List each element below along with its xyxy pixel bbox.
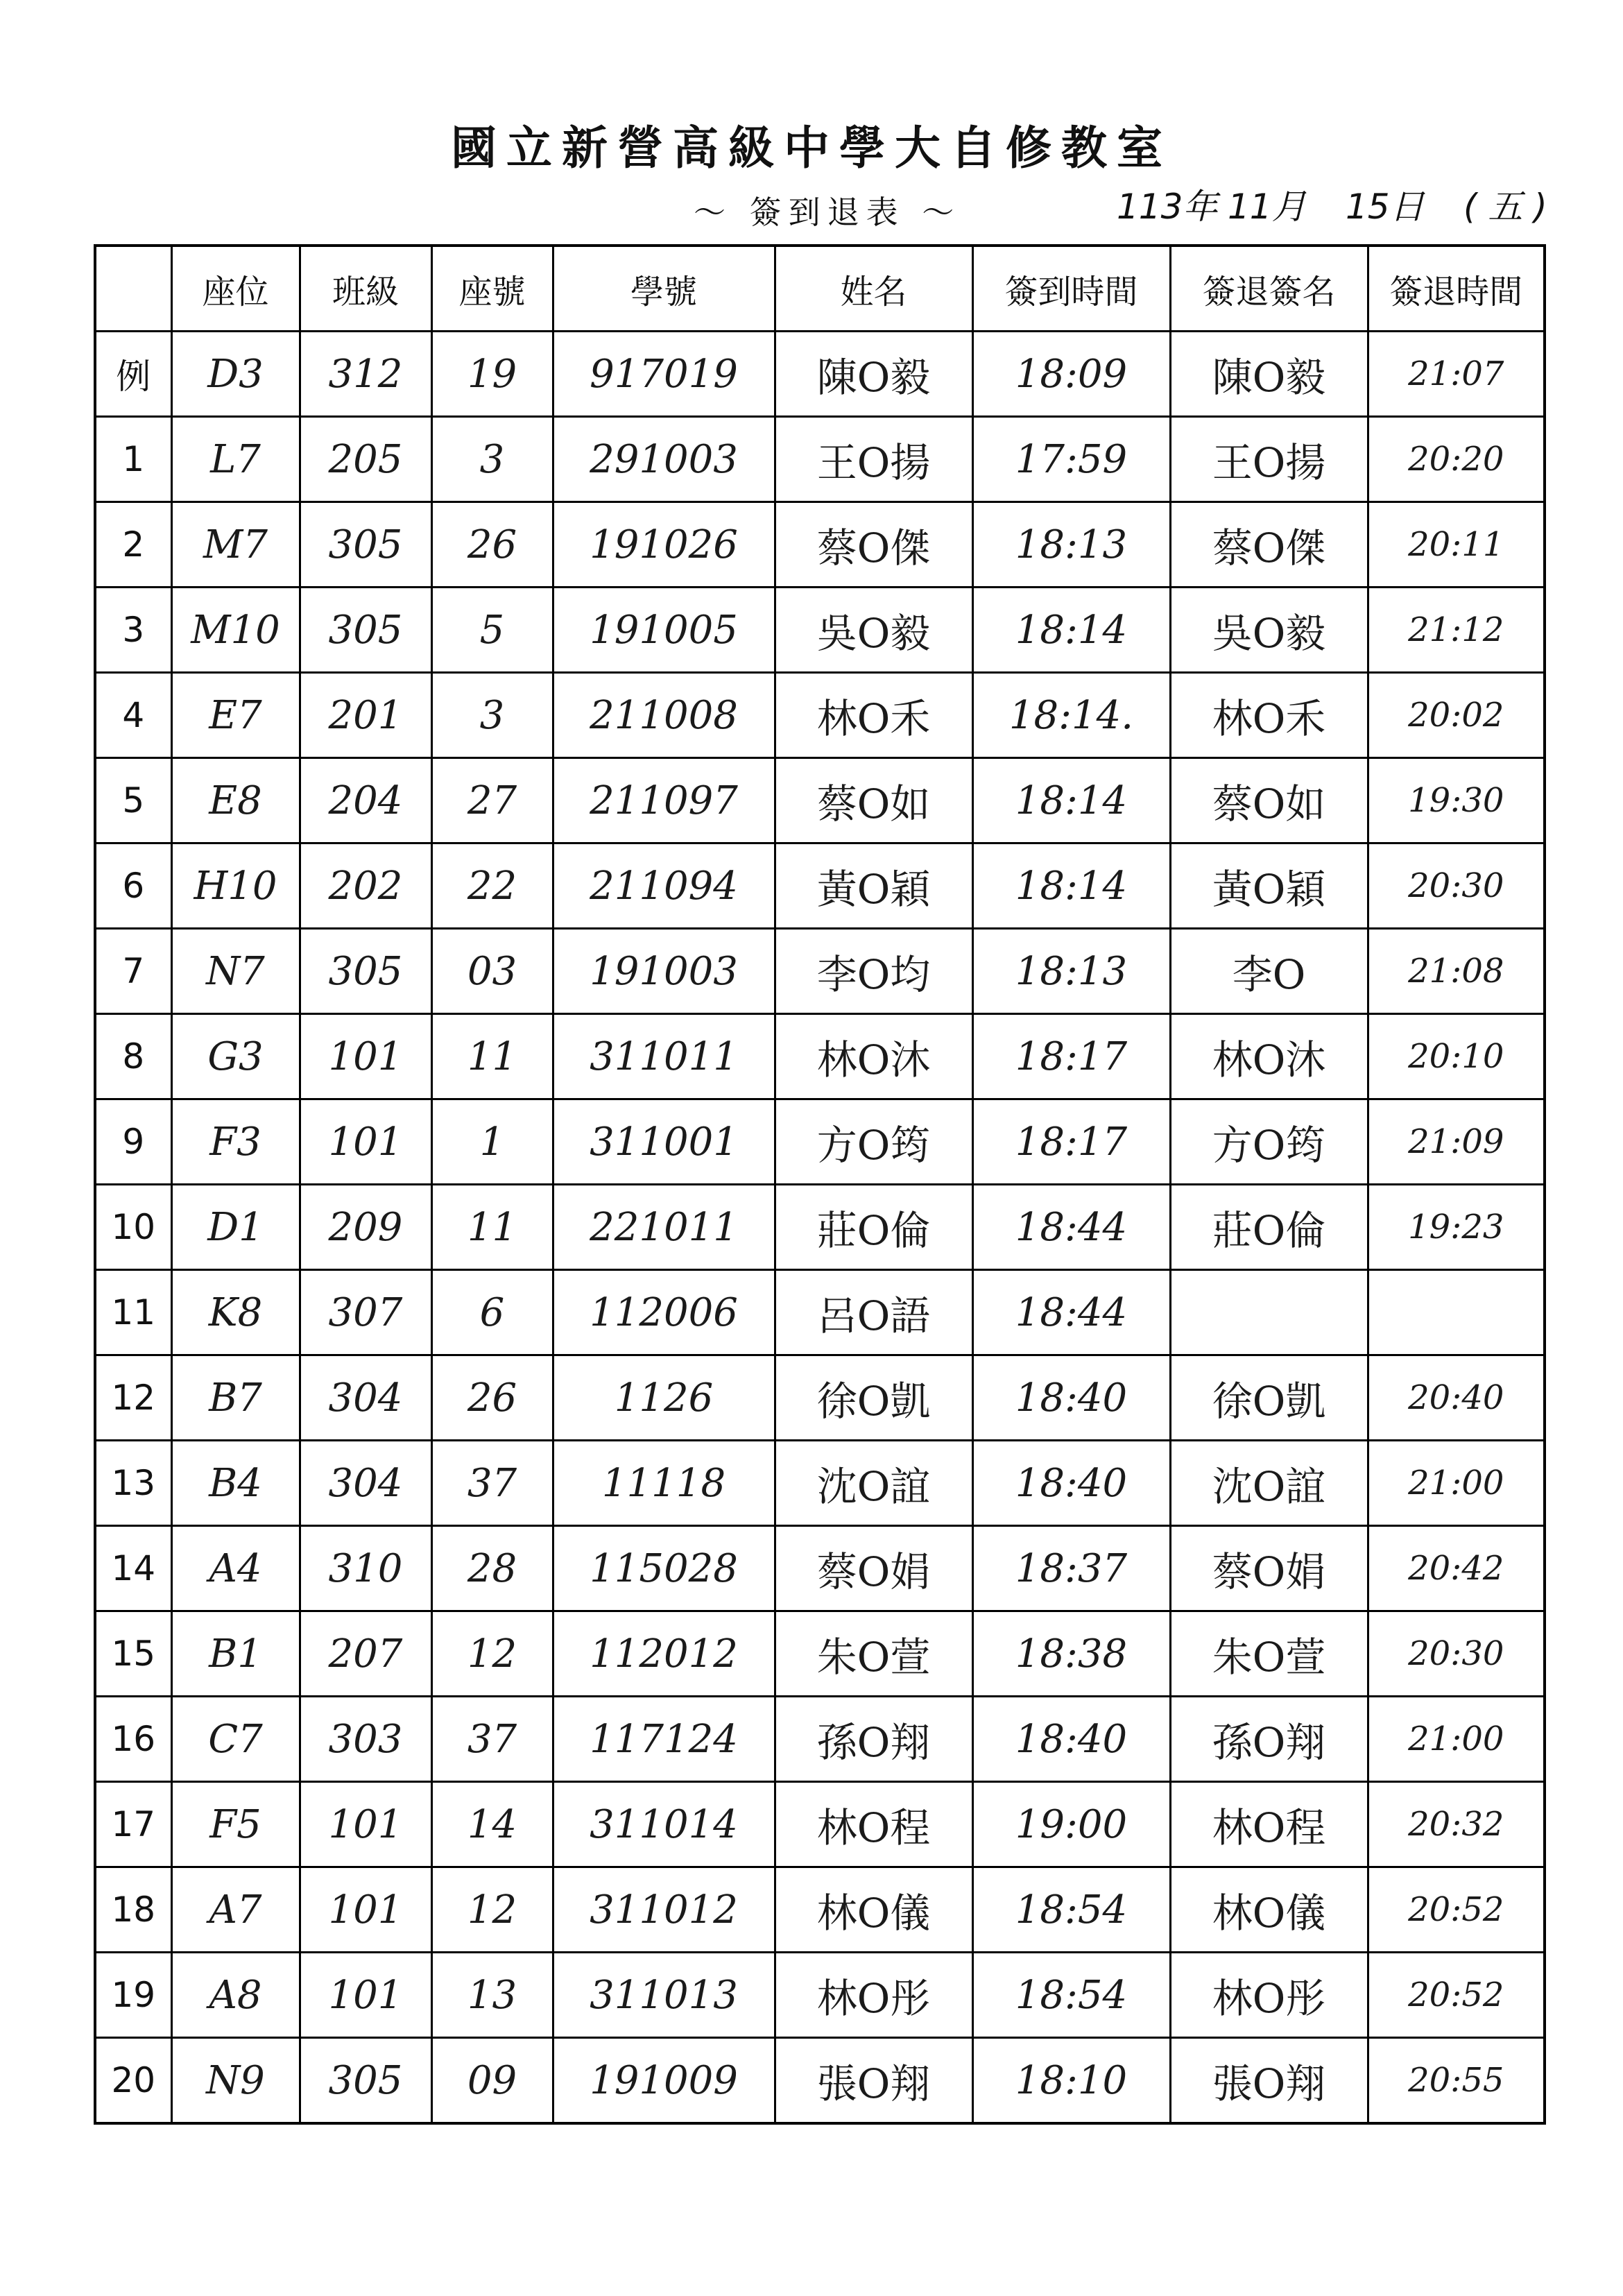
cell-seat-number: 14 — [431, 1782, 553, 1867]
cell-sign-in-time: 18:14. — [972, 673, 1170, 758]
cell-sign-in-time: 18:40 — [972, 1441, 1170, 1526]
cell-row-number: 17 — [95, 1782, 171, 1867]
cell-row-number: 14 — [95, 1526, 171, 1611]
col-header-sign-in-time: 簽到時間 — [972, 246, 1170, 332]
cell-sign-out-time: 20:20 — [1368, 417, 1545, 502]
cell-sign-out-time: 21:08 — [1368, 929, 1545, 1014]
cell-sign-in-time: 18:38 — [972, 1611, 1170, 1697]
cell-name: 林O程 — [775, 1782, 972, 1867]
cell-student-id: 191009 — [553, 2038, 775, 2124]
form-subtitle: ～ 簽到退表 ～ — [694, 194, 961, 231]
cell-row-number: 20 — [95, 2038, 171, 2124]
cell-seat-number: 03 — [431, 929, 553, 1014]
cell-seat-number: 6 — [431, 1270, 553, 1355]
cell-sign-in-time: 18:14 — [972, 843, 1170, 929]
cell-name: 林O禾 — [775, 673, 972, 758]
cell-student-id: 211097 — [553, 758, 775, 843]
cell-sign-out-signature: 陳O毅 — [1170, 332, 1368, 417]
cell-student-id: 211094 — [553, 843, 775, 929]
cell-seat-number: 28 — [431, 1526, 553, 1611]
cell-sign-out-time: 21:12 — [1368, 588, 1545, 673]
cell-row-number: 16 — [95, 1697, 171, 1782]
cell-class: 205 — [300, 417, 431, 502]
cell-sign-out-signature: 張O翔 — [1170, 2038, 1368, 2124]
cell-sign-out-signature: 黃O穎 — [1170, 843, 1368, 929]
cell-name: 吳O毅 — [775, 588, 972, 673]
cell-student-id: 112006 — [553, 1270, 775, 1355]
col-header-student-id: 學號 — [553, 246, 775, 332]
col-header-sign-out-time: 簽退時間 — [1368, 246, 1545, 332]
cell-row-number: 19 — [95, 1953, 171, 2038]
cell-seat-number: 5 — [431, 588, 553, 673]
cell-sign-out-signature: 沈O誼 — [1170, 1441, 1368, 1526]
date-month: 11月 — [1228, 187, 1307, 227]
cell-sign-out-time: 20:30 — [1368, 843, 1545, 929]
cell-student-id: 117124 — [553, 1697, 775, 1782]
cell-class: 305 — [300, 929, 431, 1014]
cell-sign-in-time: 19:00 — [972, 1782, 1170, 1867]
cell-sign-in-time: 18:14 — [972, 758, 1170, 843]
cell-class: 202 — [300, 843, 431, 929]
cell-seat-number: 37 — [431, 1697, 553, 1782]
col-header-row-number — [95, 246, 171, 332]
page-title: 國立新營高級中學大自修教室 — [451, 121, 1172, 175]
col-header-seat-number: 座號 — [431, 246, 553, 332]
cell-seat-number: 26 — [431, 502, 553, 588]
cell-seat: E8 — [171, 758, 300, 843]
cell-name: 陳O毅 — [775, 332, 972, 417]
cell-student-id: 311001 — [553, 1099, 775, 1185]
cell-seat: N7 — [171, 929, 300, 1014]
cell-seat-number: 27 — [431, 758, 553, 843]
cell-seat: C7 — [171, 1697, 300, 1782]
cell-sign-out-time: 20:40 — [1368, 1355, 1545, 1441]
cell-student-id: 291003 — [553, 417, 775, 502]
cell-student-id: 191005 — [553, 588, 775, 673]
cell-seat: K8 — [171, 1270, 300, 1355]
table-row — [95, 332, 1545, 417]
cell-name: 徐O凱 — [775, 1355, 972, 1441]
cell-name: 呂O語 — [775, 1270, 972, 1355]
cell-name: 孫O翔 — [775, 1697, 972, 1782]
cell-seat: M10 — [171, 588, 300, 673]
table-row — [95, 1099, 1545, 1185]
cell-student-id: 191003 — [553, 929, 775, 1014]
cell-class: 305 — [300, 588, 431, 673]
cell-name: 朱O萱 — [775, 1611, 972, 1697]
cell-name: 方O筠 — [775, 1099, 972, 1185]
cell-seat: L7 — [171, 417, 300, 502]
cell-class: 201 — [300, 673, 431, 758]
cell-name: 林O彤 — [775, 1953, 972, 2038]
cell-sign-out-signature: 方O筠 — [1170, 1099, 1368, 1185]
cell-row-number: 11 — [95, 1270, 171, 1355]
cell-seat: A8 — [171, 1953, 300, 2038]
cell-sign-out-signature: 蔡O傑 — [1170, 502, 1368, 588]
cell-sign-out-time: 20:32 — [1368, 1782, 1545, 1867]
cell-sign-in-time: 18:14 — [972, 588, 1170, 673]
cell-seat-number: 19 — [431, 332, 553, 417]
cell-seat: A4 — [171, 1526, 300, 1611]
cell-class: 304 — [300, 1355, 431, 1441]
cell-seat: N9 — [171, 2038, 300, 2124]
cell-student-id: 311013 — [553, 1953, 775, 2038]
cell-seat: M7 — [171, 502, 300, 588]
cell-class: 204 — [300, 758, 431, 843]
cell-sign-in-time: 18:17 — [972, 1014, 1170, 1099]
cell-class: 101 — [300, 1099, 431, 1185]
cell-name: 王O揚 — [775, 417, 972, 502]
table-row — [95, 843, 1545, 929]
cell-seat-number: 11 — [431, 1014, 553, 1099]
table-row — [95, 1441, 1545, 1526]
cell-sign-out-signature: 林O禾 — [1170, 673, 1368, 758]
cell-seat-number: 13 — [431, 1953, 553, 2038]
cell-seat-number: 1 — [431, 1099, 553, 1185]
cell-class: 303 — [300, 1697, 431, 1782]
cell-seat: F5 — [171, 1782, 300, 1867]
cell-sign-in-time: 18:40 — [972, 1355, 1170, 1441]
table-row — [95, 929, 1545, 1014]
cell-seat: F3 — [171, 1099, 300, 1185]
cell-class: 307 — [300, 1270, 431, 1355]
table-row — [95, 588, 1545, 673]
cell-sign-in-time: 18:13 — [972, 929, 1170, 1014]
cell-sign-out-signature: 林O沐 — [1170, 1014, 1368, 1099]
cell-sign-out-time: 19:23 — [1368, 1185, 1545, 1270]
cell-class: 310 — [300, 1526, 431, 1611]
cell-row-number: 2 — [95, 502, 171, 588]
sign-in-out-table — [94, 244, 1546, 2125]
cell-student-id: 11118 — [553, 1441, 775, 1526]
cell-seat-number: 3 — [431, 417, 553, 502]
cell-student-id: 112012 — [553, 1611, 775, 1697]
cell-sign-out-signature: 林O程 — [1170, 1782, 1368, 1867]
cell-seat-number: 22 — [431, 843, 553, 929]
cell-name: 林O儀 — [775, 1867, 972, 1953]
cell-seat-number: 09 — [431, 2038, 553, 2124]
cell-student-id: 221011 — [553, 1185, 775, 1270]
cell-sign-out-time: 19:30 — [1368, 758, 1545, 843]
cell-seat-number: 37 — [431, 1441, 553, 1526]
cell-class: 101 — [300, 1014, 431, 1099]
cell-sign-out-time: 20:02 — [1368, 673, 1545, 758]
cell-sign-in-time: 18:44 — [972, 1270, 1170, 1355]
table-row — [95, 417, 1545, 502]
cell-seat: B4 — [171, 1441, 300, 1526]
cell-row-number: 10 — [95, 1185, 171, 1270]
table-row — [95, 1355, 1545, 1441]
cell-sign-out-signature: 徐O凱 — [1170, 1355, 1368, 1441]
cell-seat: B1 — [171, 1611, 300, 1697]
cell-sign-in-time: 18:40 — [972, 1697, 1170, 1782]
cell-seat-number: 3 — [431, 673, 553, 758]
cell-seat: H10 — [171, 843, 300, 929]
cell-student-id: 311012 — [553, 1867, 775, 1953]
cell-class: 101 — [300, 1867, 431, 1953]
cell-row-number: 6 — [95, 843, 171, 929]
date-weekday: ( 五 ) — [1463, 187, 1547, 227]
cell-class: 305 — [300, 502, 431, 588]
cell-sign-out-time: 21:09 — [1368, 1099, 1545, 1185]
cell-student-id: 917019 — [553, 332, 775, 417]
cell-sign-out-signature: 莊O倫 — [1170, 1185, 1368, 1270]
cell-sign-out-signature: 孫O翔 — [1170, 1697, 1368, 1782]
table-row — [95, 758, 1545, 843]
cell-sign-out-time: 20:10 — [1368, 1014, 1545, 1099]
cell-name: 蔡O傑 — [775, 502, 972, 588]
cell-sign-out-signature: 蔡O如 — [1170, 758, 1368, 843]
cell-row-number: 4 — [95, 673, 171, 758]
table-row — [95, 1270, 1545, 1355]
cell-name: 蔡O如 — [775, 758, 972, 843]
cell-seat: D1 — [171, 1185, 300, 1270]
cell-seat: E7 — [171, 673, 300, 758]
cell-sign-out-time — [1368, 1270, 1545, 1355]
table-row — [95, 1185, 1545, 1270]
cell-sign-in-time: 18:54 — [972, 1867, 1170, 1953]
cell-row-number: 1 — [95, 417, 171, 502]
cell-student-id: 311011 — [553, 1014, 775, 1099]
cell-sign-in-time: 18:44 — [972, 1185, 1170, 1270]
cell-student-id: 311014 — [553, 1782, 775, 1867]
cell-class: 207 — [300, 1611, 431, 1697]
cell-sign-out-signature: 蔡O娟 — [1170, 1526, 1368, 1611]
cell-seat-number: 11 — [431, 1185, 553, 1270]
cell-class: 101 — [300, 1953, 431, 2038]
cell-student-id: 1126 — [553, 1355, 775, 1441]
cell-sign-in-time: 18:37 — [972, 1526, 1170, 1611]
cell-class: 209 — [300, 1185, 431, 1270]
cell-seat-number: 26 — [431, 1355, 553, 1441]
cell-sign-in-time: 17:59 — [972, 417, 1170, 502]
cell-row-number: 12 — [95, 1355, 171, 1441]
cell-sign-in-time: 18:54 — [972, 1953, 1170, 2038]
cell-class: 304 — [300, 1441, 431, 1526]
table-row — [95, 1867, 1545, 1953]
cell-row-number: 例 — [95, 332, 171, 417]
cell-seat: D3 — [171, 332, 300, 417]
cell-sign-out-time: 20:52 — [1368, 1953, 1545, 2038]
cell-name: 沈O誼 — [775, 1441, 972, 1526]
cell-row-number: 18 — [95, 1867, 171, 1953]
cell-row-number: 5 — [95, 758, 171, 843]
cell-name: 李O均 — [775, 929, 972, 1014]
table-row — [95, 1697, 1545, 1782]
cell-sign-out-signature: 林O彤 — [1170, 1953, 1368, 2038]
cell-sign-in-time: 18:17 — [972, 1099, 1170, 1185]
table-row — [95, 1782, 1545, 1867]
table-row — [95, 1953, 1545, 2038]
cell-student-id: 211008 — [553, 673, 775, 758]
cell-sign-out-time: 20:11 — [1368, 502, 1545, 588]
col-header-seat: 座位 — [171, 246, 300, 332]
table-row — [95, 673, 1545, 758]
cell-row-number: 9 — [95, 1099, 171, 1185]
cell-seat-number: 12 — [431, 1867, 553, 1953]
cell-sign-in-time: 18:10 — [972, 2038, 1170, 2124]
table-body — [95, 332, 1545, 2124]
cell-seat-number: 12 — [431, 1611, 553, 1697]
cell-row-number: 7 — [95, 929, 171, 1014]
cell-student-id: 191026 — [553, 502, 775, 588]
cell-row-number: 8 — [95, 1014, 171, 1099]
table-row — [95, 1611, 1545, 1697]
cell-sign-out-signature: 吳O毅 — [1170, 588, 1368, 673]
cell-row-number: 13 — [95, 1441, 171, 1526]
cell-sign-out-signature: 李O — [1170, 929, 1368, 1014]
cell-sign-out-time: 20:30 — [1368, 1611, 1545, 1697]
cell-class: 101 — [300, 1782, 431, 1867]
cell-sign-out-signature — [1170, 1270, 1368, 1355]
table-row — [95, 1526, 1545, 1611]
cell-sign-out-signature: 王O揚 — [1170, 417, 1368, 502]
cell-student-id: 115028 — [553, 1526, 775, 1611]
table-row — [95, 1014, 1545, 1099]
table-row — [95, 502, 1545, 588]
cell-sign-out-time: 21:00 — [1368, 1697, 1545, 1782]
cell-name: 蔡O娟 — [775, 1526, 972, 1611]
cell-seat: G3 — [171, 1014, 300, 1099]
col-header-name: 姓名 — [775, 246, 972, 332]
date-day: 15日 — [1346, 187, 1425, 227]
table-row — [95, 2038, 1545, 2124]
cell-name: 莊O倫 — [775, 1185, 972, 1270]
cell-class: 312 — [300, 332, 431, 417]
cell-sign-out-time: 21:07 — [1368, 332, 1545, 417]
cell-name: 張O翔 — [775, 2038, 972, 2124]
col-header-class: 班級 — [300, 246, 431, 332]
cell-name: 黃O穎 — [775, 843, 972, 929]
cell-seat: A7 — [171, 1867, 300, 1953]
cell-sign-out-signature: 林O儀 — [1170, 1867, 1368, 1953]
date-year: 113年 — [1117, 187, 1218, 227]
table-header-row — [95, 246, 1545, 332]
cell-sign-in-time: 18:13 — [972, 502, 1170, 588]
cell-sign-in-time: 18:09 — [972, 332, 1170, 417]
col-header-sign-out-signature: 簽退簽名 — [1170, 246, 1368, 332]
cell-sign-out-signature: 朱O萱 — [1170, 1611, 1368, 1697]
cell-sign-out-time: 21:00 — [1368, 1441, 1545, 1526]
cell-class: 305 — [300, 2038, 431, 2124]
cell-sign-out-time: 20:52 — [1368, 1867, 1545, 1953]
cell-sign-out-time: 20:55 — [1368, 2038, 1545, 2124]
cell-row-number: 15 — [95, 1611, 171, 1697]
cell-row-number: 3 — [95, 588, 171, 673]
cell-name: 林O沐 — [775, 1014, 972, 1099]
cell-seat: B7 — [171, 1355, 300, 1441]
cell-sign-out-time: 20:42 — [1368, 1526, 1545, 1611]
